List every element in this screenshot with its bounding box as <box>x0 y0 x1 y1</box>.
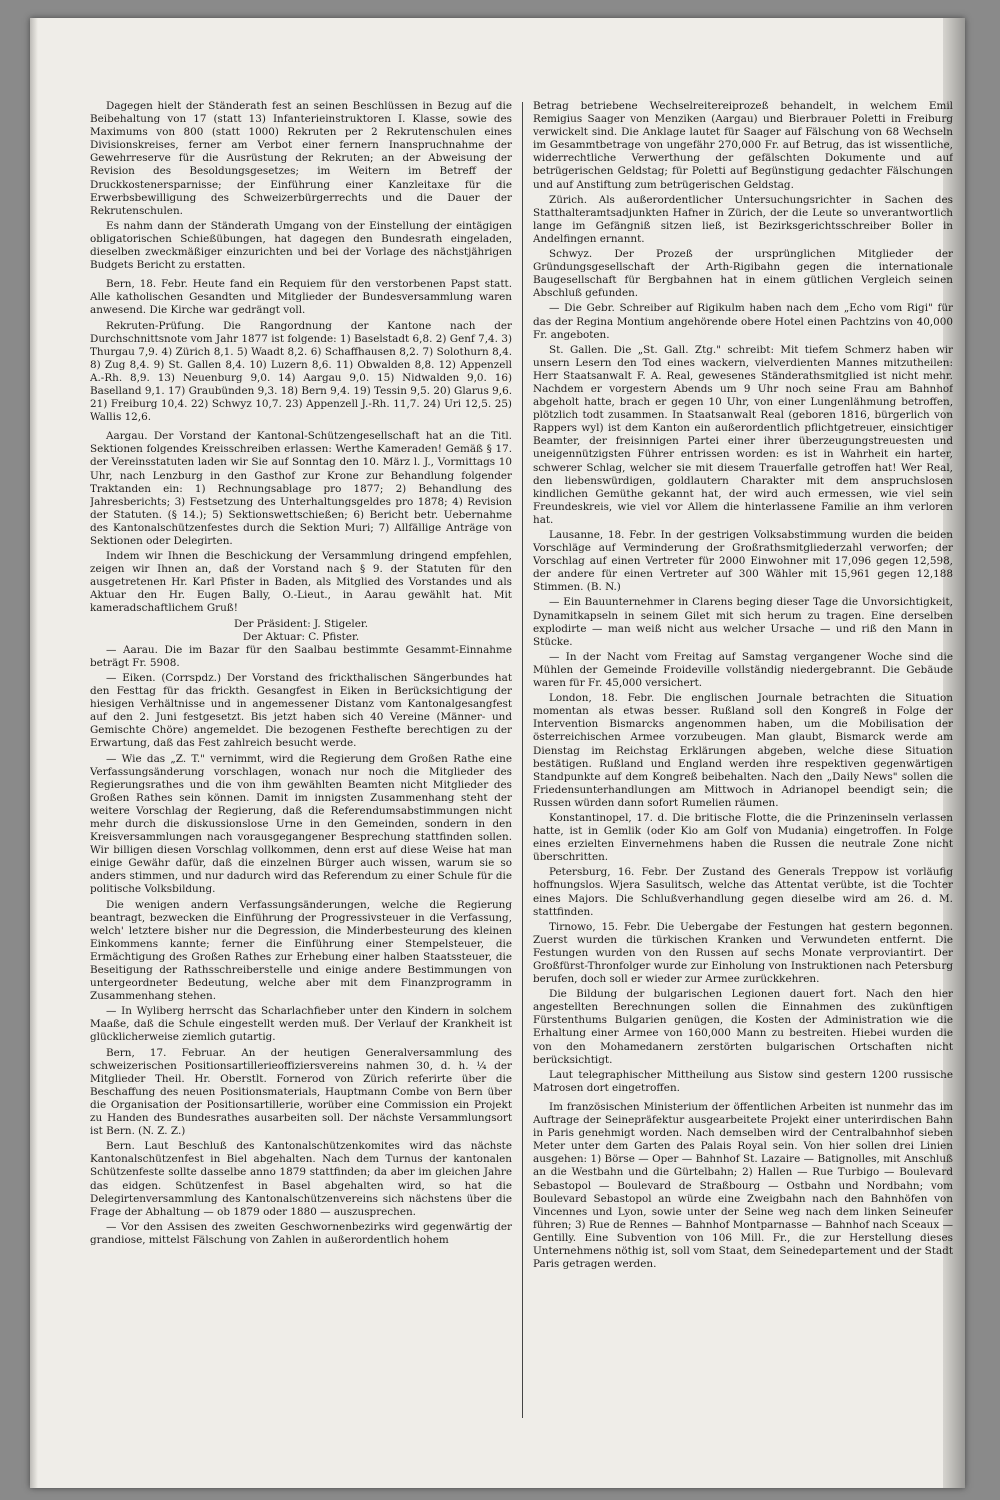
article-sistow: Laut telegraphischer Mittheilung aus Sistow sind gestern 1200 russische Matrosen dort eingetroffen. <box>533 1068 953 1094</box>
left-column <box>90 100 512 1420</box>
article-staenderath: Dagegen hielt der Ständerath fest an seinen Beschlüssen in Bezug auf die Beibehaltung von 17 (statt 13) Infanterieinstruktoren I. Klasse, sowie des Maximums von 800 (statt 1000) Rekruten per 2 Rekrutenschulen eines Divisionskreises, ferner am Verbot einer fernern Inanspruchnahme der Gewehrreserve für die Ausrüstung der Rekruten; an der Abweisung der Revision des Besoldungsgesetzes; im Weitern im Betreff der Druckkostenersparnisse; der Einführung einer Kanzleitaxe für die Erwerbsbewilligung des Schweizerbürgerrechts und die Dauer der Rekrutenschulen. <box>90 100 512 217</box>
signature-aktuar: Der Aktuar: C. Pfister. <box>242 630 360 643</box>
article-aarau-bazar: — Aarau. Die im Bazar für den Saalbau bestimmte Gesammt-Einnahme beträgt Fr. 5908. <box>90 643 512 669</box>
article-verfassung: — Wie das „Z. T." vernimmt, wird die Regierung dem Großen Rathe eine Verfassungsänderung vorschlagen, wonach nur noch die Mitglieder des Regierungsrathes und die von ihm gewählten Beamten nicht Mitglieder des Großen Rathes sein können. Damit im innigsten Zusammenhang steht der weitere Vorschlag der Regierung, daß die Referendumsabstimmungen nicht mehr durch die diskussionslose Urne in den Gemeinden, sondern in den Kreisversammlungen nach vorausgegangener Besprechung stattfinden sollen. Wir billigen diesen Vorschlag vollkommen, denn erst auf diese Weise hat man einige Gewähr dafür, daß die einzelnen Bürger auch wissen, warum sie so anders stimmen, und nur dadurch wird das Referendum zu einer Schule für die politische Volksbildung. <box>90 752 512 896</box>
article-tirnowo: Tirnowo, 15. Febr. Die Uebergabe der Festungen hat gestern begonnen. Zuerst wurden die türkischen Kranken und Verwundeten entfernt. Die Festungen wurden von den Russen auf sechs Monate verproviantirt. Der Großfürst-Thronfolger wurde zur Einholung von Instruktionen nach Petersburg berufen, doch soll er wieder zur Armee zurückkehren. <box>533 920 953 986</box>
article-schiessuebungen: Es nahm dann der Ständerath Umgang von der Einstellung der eintägigen obligatorischen Schießübungen, hat dagegen den Bundesrath eingeladen, dieselben zweckmäßiger einzurichten und bei der Vorlage des nächstjährigen Budgets Bericht zu erstatten. <box>90 219 512 272</box>
article-lausanne: Lausanne, 18. Febr. In der gestrigen Volksabstimmung wurden die beiden Vorschläge auf Verminderung der Großrathsmitgliederzahl verworfen; der Vorschlag auf einen Vertreter für 2000 Einwohner mit 17,096 gegen 12,598, der andere für einen Vertreter auf 300 Wähler mit 15,961 gegen 12,188 Stimmen. (B. N.) <box>533 529 953 594</box>
article-petersburg: Petersburg, 16. Febr. Der Zustand des Generals Treppow ist vorläufig hoffnungslos. Wjera Sasulitsch, welche das Attentat verübte, ist die Tochter eines Majors. Die Schlußverhandlung gegen dieselbe wird am 26. d. M. stattfinden. <box>533 866 953 918</box>
signature-praesident: Der Präsident: J. Stigeler. <box>233 617 368 630</box>
column-divider <box>522 102 523 1418</box>
article-froideville: — In der Nacht vom Freitag auf Samstag vergangener Woche sind die Mühlen der Gemeinde Froideville vollständig niedergebrannt. Die Gebäude waren für Fr. 45,000 versichert. <box>533 650 953 690</box>
article-schwyz: Schwyz. Der Prozeß der ursprünglichen Mitglieder der Gründungsgesellschaft der Arth-Rigibahn gegen die internationale Baugesellschaft für Bergbahnen hat in einem gütlichen Vergleich seinen Abschluß gefunden. <box>533 248 953 300</box>
article-rigikulm: — Die Gebr. Schreiber auf Rigikulm haben nach dem „Echo vom Rigi" für das der Regina Montium angehörende obere Hotel einen Pachtzins von 40,000 Fr. angeboten. <box>533 302 953 341</box>
article-aargau-versammlung: Indem wir Ihnen die Beschickung der Versammlung dringend empfehlen, zeigen wir Ihnen an, daß der Vorstand nach § 9. der Statuten für den ausgetretenen Hr. Karl Pfister in Baden, als Mitglied des Vorstandes und als Aktuar den Hr. Eugen Bally, O.-Lieut., in Aarau gewählt hat. Mit kameradschaftlichem Gruß! <box>90 550 512 615</box>
article-wechselprozess: Betrag betriebene Wechselreitereiprozeß behandelt, in welchem Emil Remigius Saager von Menziken (Aargau) und Bierbrauer Poletti in Freiburg verwickelt sind. Die Anklage lautet für Saager auf Fälschung von 68 Wechseln im Gesammtbetrage von ungefähr 270,000 Fr. auf Betrug, das ist wissentliche, widerrechtliche Verwerthung der gefälschten Dokumente und auf betrügerischen Geldstag; für Poletti auf Begünstigung gedachter Fälschungen und auf Anstiftung zum betrügerischen Geldstag. <box>533 100 953 191</box>
article-assisen: — Vor den Assisen des zweiten Geschwornenbezirks wird gegenwärtig der grandiose, mittelst Fälschung von Zahlen in außerordentlich hohem <box>90 1220 512 1246</box>
article-bern-requiem: Bern, 18. Febr. Heute fand ein Requiem für den verstorbenen Papst statt. Alle katholischen Gesandten und Mitglieder der Bundesversammlung waren anwesend. Die Kirche war gedrängt voll. <box>90 278 512 317</box>
right-column <box>533 100 953 1420</box>
article-paris-bahn: Im französischen Ministerium der öffentlichen Arbeiten ist nunmehr das im Auftrage der Seinepräfektur ausgearbeitete Projekt einer unterirdischen Bahn in Paris genehmigt worden. Nach demselben wird der Centralbahnhof sieben Meter unter dem Garten des Palais Royal sein. Von hier sollen drei Linien ausgehen: 1) Börse — Oper — Bahnhof St. Lazaire — Batignolles, mit Anschluß an die Westbahn und die Gürtelbahn; 2) Hallen — Rue Turbigo — Boulevard Sebastopol — Boulevard de Straßbourg — Ostbahn und Nordbahn; vom Boulevard Sebastopol an würde eine Zweigbahn nach den Bahnhöfen von Vincennes und Lyon, sowie unter der Seine weg nach dem linken Seineufer führen; 3) Rue de Rennes — Bahnhof Montparnasse — Bahnhof nach Sceaux — Gentilly. Eine Subvention von 106 Mill. Fr., die zur Herstellung dieses Unternehmens nöthig ist, soll vom Staat, dem Seinedepartement und der Stadt Paris getragen werden. <box>533 1100 953 1271</box>
article-bern-schuetzenfest: Bern. Laut Beschluß des Kantonalschützenkomites wird das nächste Kantonalschützenfest in Biel abgehalten. Nach dem Turnus der kantonalen Schützenfeste sollte dasselbe anno 1879 stattfinden; da aber im gleichen Jahre das eidgen. Schützenfest in Basel abgehalten wird, so hat die Delegirtenversammlung des Kantonalschützenvereins sich nächstens über die Frage der Abhaltung — ob 1879 oder 1880 — auszusprechen. <box>90 1140 512 1218</box>
article-rekruten-pruefung: Rekruten-Prüfung. Die Rangordnung der Kantone nach der Durchschnittsnote vom Jahr 1877 ist folgende: 1) Baselstadt 6,8. 2) Genf 7,4. 3) Thurgau 7,9. 4) Zürich 8,1. 5) Waadt 8,2. 6) Schaffhausen 8,2. 7) Solothurn 8,4. 8) Zug 8,4. 9) St. Gallen 8,4. 10) Luzern 8,6. 11) Obwalden 8,8. 12) Appenzell A.-Rh. 8,9. 13) Neuenburg 9,0. 14) Aargau 9,0. 15) Nidwalden 9,0. 16) Baselland 9,1. 17) Graubünden 9,3. 18) Bern 9,4. 19) Tessin 9,5. 20) Glarus 9,6. 21) Freiburg 10,4. 22) Schwyz 10,7. 23) Appenzell J.-Rh. 11,7. 24) Uri 12,5. 25) Wallis 12,6. <box>90 319 512 424</box>
article-st-gallen: St. Gallen. Die „St. Gall. Ztg." schreibt: Mit tiefem Schmerz haben wir unsern Lesern den Tod eines wackern, vielverdienten Mannes mitzutheilen: Herr Staatsanwalt F. A. Real, gewesenes Ständerathsmitglied ist nicht mehr. Nachdem er vorgestern Abends um 9 Uhr noch seine Frau am Bahnhof abgeholt hatte, brach er gegen 10 Uhr, von einer Lungenlähmung betroffen, plötzlich todt zusammen. In Staatsanwalt Real (geboren 1816, bürgerlich von Rappers wyl) ist dem Kanton ein außerordentlich pflichtgetreuer, einsichtiger Beamter, der freisinnigen Partei einer ihrer überzeugungstreuesten und uneigennützigsten Führer entrissen worden: es ist in Wahrheit ein harter, schwerer Schlag, welcher sie mit diesem Trauerfalle getroffen hat! Wer Real, den liebenswürdigen, goldlautern Charakter mit dem anspruchslosen kindlichen Gemüthe gekannt hat, der wird auch ermessen, wie viel sein Freundeskreis, wie viel vor Allem die hinterlassene Familie an ihm verloren hat. <box>533 343 953 526</box>
article-london: London, 18. Febr. Die englischen Journale betrachten die Situation momentan als etwas besser. Rußland soll den Kongreß in Folge der Intervention Bismarcks angenommen haben, um die Mobilisation der österreichischen Armee vorzubeugen. Man glaubt, Bismarck werde am Dienstag im Reichstag Erklärungen abgeben, welche diese Situation bestätigen. Rußland und England werden ihre respektiven gegenwärtigen Standpunkte auf dem Kongreß beibehalten. Nach den „Daily News" sollen die Friedensunterhandlungen am Mittwoch in Adrianopel beendigt sein; die Russen würden dann sofort Rumelien räumen. <box>533 692 953 809</box>
newspaper-page <box>30 18 965 1488</box>
article-aargau-schuetzen: Aargau. Der Vorstand der Kantonal-Schützengesellschaft hat an die Titl. Sektionen folgendes Kreisschreiben erlassen: Werthe Kameraden! Gemäß § 17. der Vereinsstatuten laden wir Sie auf Sonntag den 10. März l. J., Vormittags 10 Uhr, nach Lenzburg in den Gasthof zur Krone zur Behandlung folgender Traktanden ein: 1) Rechnungsablage pro 1877; 2) Behandlung des Jahresberichts; 3) Festsetzung des Unterhaltungsgeldes pro 1878; 4) Revision der Statuten. (§ 14.); 5) Sektionswettschießen; 6) Bericht betr. Uebernahme des Kantonalschützenfestes durch die Sektion Muri; 7) Allfällige Anträge von Sektionen oder Delegirten. <box>90 430 512 547</box>
page-left-edge <box>30 18 38 1488</box>
article-bulgarien: Die Bildung der bulgarischen Legionen dauert fort. Nach den hier angestellten Berechnungen sollen die Einnahmen des zukünftigen Fürstenthums Bulgarien genügen, die Kosten der Administration wie die Erhaltung einer Armee von 160,000 Mann zu bestreiten. Hiebei wurden die von den Mohamedanern zerstörten bulgarischen Ortschaften nicht berücksichtigt. <box>533 988 953 1066</box>
article-zuerich: Zürich. Als außerordentlicher Untersuchungsrichter in Sachen des Statthalteramtsadjunkten Hafner in Zürich, der die Leute so unverantwortlich lange im Gefängniß sitzen ließ, ist Bezirksgerichtsschreiber Boller in Andelfingen ernannt. <box>533 193 953 245</box>
article-wyliberg: — In Wyliberg herrscht das Scharlachfieber unter den Kindern in solchem Maaße, daß die Schule eingestellt werden muß. Der Verlauf der Krankheit ist glücklicherweise ziemlich gutartig. <box>90 1005 512 1044</box>
article-verfassungsaenderungen: Die wenigen andern Verfassungsänderungen, welche die Regierung beantragt, bezwecken die Einführung der Progressivsteuer in die Verfassung, welch' letztere bisher nur die Degression, die Minderbesteurung des kleinen Einkommens kannte; ferner die Einführung einer Stempelsteuer, die Ermächtigung des Großen Rathes zur Erhebung einer halben Staatssteuer, die Beseitigung der Rathsschreiberstelle und einige andere Bestimmungen von untergeordneter Bedeutung, welche aber mit dem Finanzprogramm in Zusammenhang stehen. <box>90 898 512 1003</box>
article-clarens: — Ein Bauunternehmer in Clarens beging dieser Tage die Unvorsichtigkeit, Dynamitkapseln in seinem Gilet mit sich herum zu tragen. Eine derselben explodirte — man weiß nicht aus welcher Ursache — und riß den Mann in Stücke. <box>533 596 953 648</box>
article-eiken: — Eiken. (Corrspdz.) Der Vorstand des frickthalischen Sängerbundes hat den Festtag für das frickth. Gesangfest in Eiken in Berücksichtigung der hiesigen Verhältnisse und in angemessener Distanz vom Kantonalgesangfest auf den 2. Juni festgesetzt. Bis jetzt haben sich 40 Vereine (Männer- und Gemischte Chöre) angemeldet. Die bezogenen Festhefte berechtigen zu der Erwartung, daß das Fest zahlreich besucht werde. <box>90 671 512 750</box>
article-konstantinopel: Konstantinopel, 17. d. Die britische Flotte, die die Prinzeninseln verlassen hatte, ist in Gemlik (oder Kio am Golf von Mudania) eingetroffen. In Folge eines erzielten Einvernehmens haben die Russen die neutrale Zone nicht überschritten. <box>533 811 953 864</box>
article-bern-artillerie: Bern, 17. Februar. An der heutigen Generalversammlung des schweizerischen Positionsartillerieoffiziersvereins nahmen 30, d. h. ¼ der Mitglieder Theil. Hr. Oberstlt. Fornerod von Zürich referirte über die Beschaffung des neuen Positionsmaterials, Hauptmann Combe von Bern über die Organisation der Positionsartillerie, worüber eine Commission ein Projekt zu Handen des Bundesrathes ausarbeiten soll. Der nächste Versammlungsort ist Bern. (N. Z. Z.) <box>90 1046 512 1138</box>
